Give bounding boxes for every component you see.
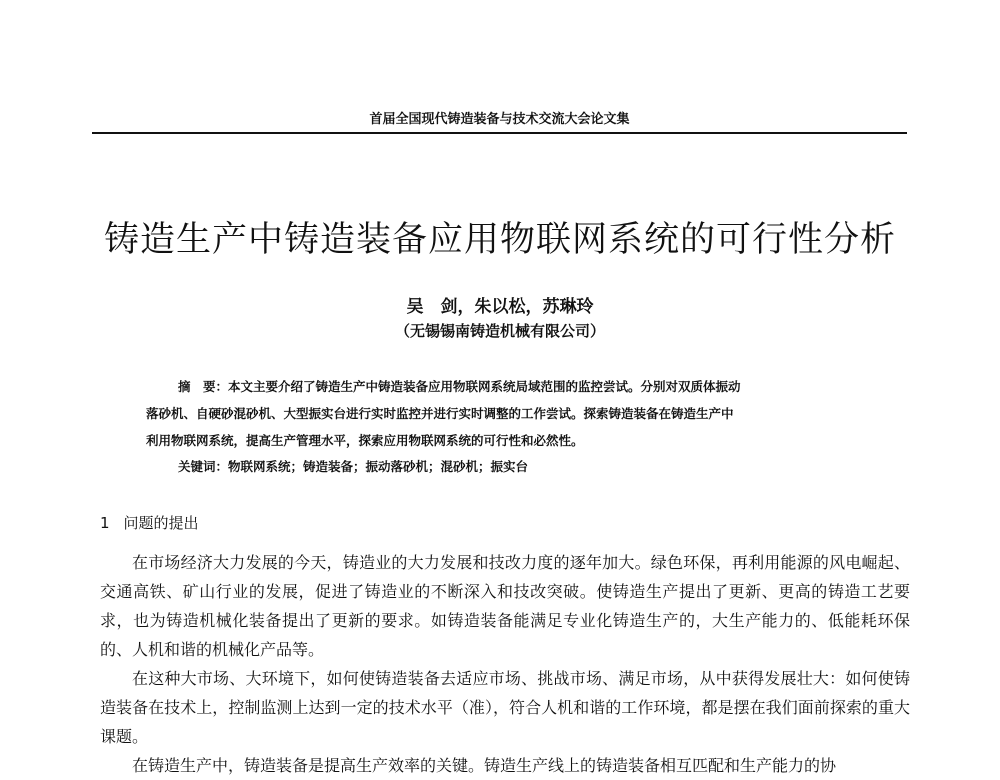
paper-title: 铸造生产中铸造装备应用物联网系统的可行性分析 bbox=[103, 220, 896, 260]
section-heading bbox=[100, 512, 199, 533]
abstract bbox=[146, 373, 866, 454]
running-header: 首届全国现代铸造装备与技术交流大会论文集 bbox=[369, 112, 630, 127]
section-number: 1 bbox=[100, 514, 110, 532]
abstract-line-1 bbox=[146, 373, 866, 400]
keywords bbox=[178, 453, 878, 480]
paragraph-2: 在这种大市场、大环境下，如何使铸造装备去适应市场、挑战市场、满足市场，从中获得发展壮大：如何使铸造装备在技术上，控制监测上达到一定的技术水平（准），符合人机和谐的工作环境，都是摆在我们面前探索的重大课题。 bbox=[100, 669, 910, 746]
keywords-text: 物联网系统；铸造装备；振动落砂机；混砂机；振实台 bbox=[228, 459, 529, 474]
abstract-line-2: 落砂机、自硬砂混砂机、大型振实台进行实时监控并进行实时调整的工作尝试。探索铸造装备在铸造生产中 bbox=[146, 406, 734, 421]
header-rule bbox=[92, 132, 907, 134]
abstract-text-1: 本文主要介绍了铸造生产中铸造装备应用物联网系统局域范围的监控尝试。分别对双质体振动 bbox=[228, 379, 741, 394]
authors: 吴 剑，朱以松，苏琳玲 bbox=[406, 297, 594, 317]
abstract-label: 摘 要： bbox=[178, 379, 229, 394]
abstract-line-3: 利用物联网系统，提高生产管理水平，探索应用物联网系统的可行性和必然性。 bbox=[146, 433, 584, 448]
section-body bbox=[100, 548, 910, 780]
paragraph-3: 在铸造生产中，铸造装备是提高生产效率的关键。铸造生产线上的铸造装备相互匹配和生产能力的协 bbox=[132, 756, 837, 775]
paragraph-1: 在市场经济大力发展的今天，铸造业的大力发展和技改力度的逐年加大。绿色环保，再利用能源的风电崛起、交通高铁、矿山行业的发展，促进了铸造业的不断深入和技改突破。使铸造生产提出了更新、更高的铸造工艺要求，也为铸造机械化装备提出了更新的要求。如铸造装备能满足专业化铸造生产的，大生产能力的、低能耗环保的、人机和谐的机械化产品等。 bbox=[100, 553, 910, 659]
keywords-label: 关键词： bbox=[178, 459, 229, 474]
section-title: 问题的提出 bbox=[123, 514, 199, 532]
affiliation: （无锡锡南铸造机械有限公司） bbox=[394, 322, 605, 340]
